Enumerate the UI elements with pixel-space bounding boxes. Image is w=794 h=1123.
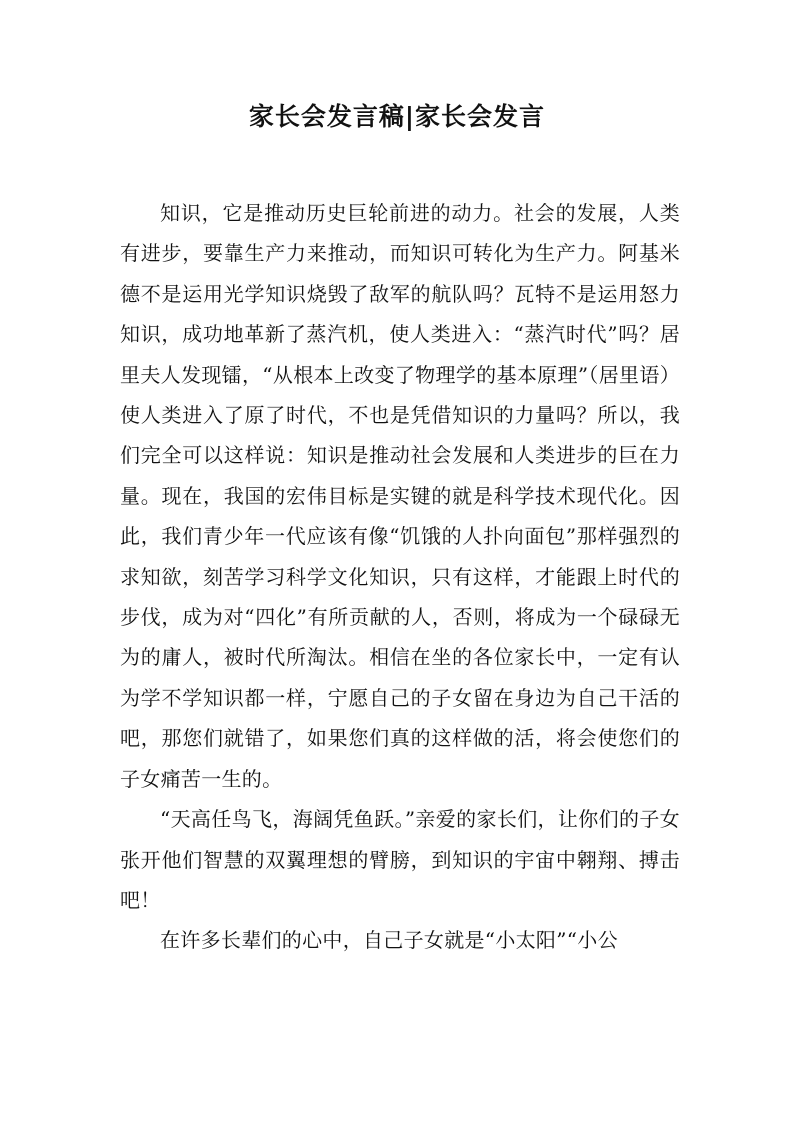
paragraph-knowledge: 知识，它是推动历史巨轮前进的动力。社会的发展，人类有进步，要靠生产力来推动，而知识可转化为生产力。阿基米德不是运用光学知识烧毁了敌军的航队吗？瓦特不是运用怒力知识，成功地革新了蒸汽机，使人类进入：“蒸汽时代”吗？居里夫人发现镭，“从根本上改变了物理学的基本原理”（居里语）使人类进入了原了时代，不也是凭借知识的力量吗？所以，我们完全可以这样说：知识是推动社会发展和人类进步的巨在力量。现在，我国的宏伟目标是实键的就是科学技术现代化。因此，我们青少年一代应该有像“饥饿的人扑向面包”那样强烈的求知欲，刻苦学习科学文化知识，只有这样，才能跟上时代的步伐，成为对“四化”有所贡献的人，否则，将成为一个碌碌无为的庸人，被时代所淘汰。相信在坐的各位家长中，一定有认为学不学知识都一样，宁愿自己的子女留在身边为自己干活的吧，那您们就错了，如果您们真的这样做的活，将会使您们的子女痛苦一生的。 xyxy=(120,201,680,791)
page-title: 家长会发言稿|家长会发言 xyxy=(248,102,546,131)
paragraph-sky-sea: “天高任鸟飞，海阔凭鱼跃。”亲爱的家长们，让你们的子女张开他们智慧的双翼理想的臂膀，到知识的宇宙中翱翔、搏击吧！ xyxy=(120,807,680,912)
document-body xyxy=(120,193,680,961)
paragraph-elders: 在许多长辈们的心中，自己子女就是“小太阳”“小公 xyxy=(160,928,618,953)
